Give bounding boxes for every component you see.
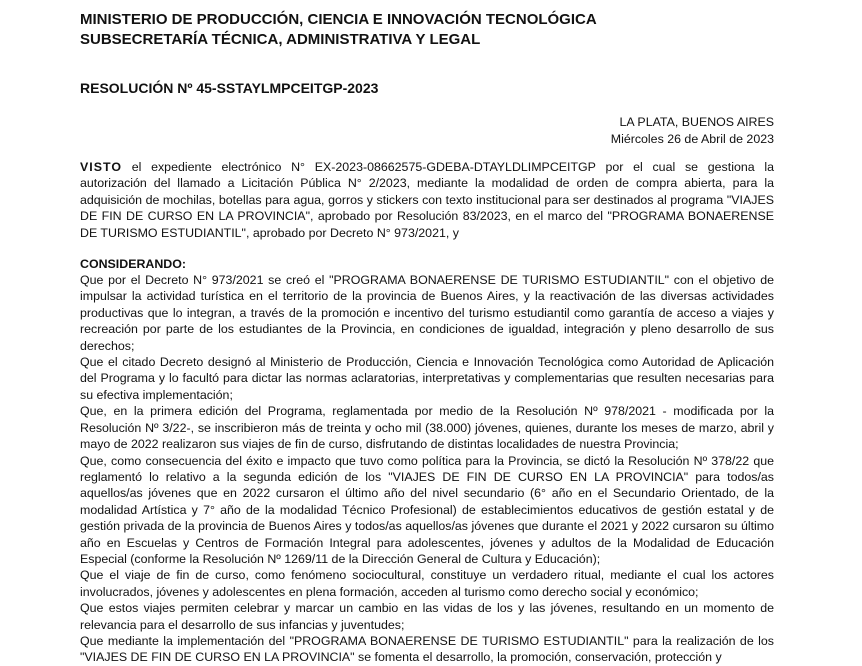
place-date-block [80,114,774,148]
considerando-paragraph: Que, como consecuencia del éxito e impacto que tuvo como política para la Provincia, se dictó la Resolución Nº 378/22 que reglamentó lo relativo a la segunda edición de los "VIAJES DE FIN DE CURSO EN LA PROVINCIA" para todos/as aquellos/as jóvenes que en 2022 cursaron el último año del nivel secundario (6° año en el Secundario Orientado, de la modalidad Artística y 7° año de la modalidad Técnico Profesional) de establecimientos educativos de gestión estatal y de gestión privada de la provincia de Buenos Aires y todos/as aquellos/as jóvenes que durante el 2021 y 2022 cursaron su último año en Escuelas y Centros de Formación Integral para adolescentes, jóvenes y adultos de la Modalidad de Educación Especial (conforme la Resolución Nº 1269/11 de la Dirección General de Cultura y Educación); [80,453,774,566]
visto-paragraph [80,159,774,241]
visto-text: el expediente electrónico N° EX-2023-08662575-GDEBA-DTAYLDLIMPCEITGP por el cual se gestiona la autorización del llamado a Licitación Pública N° 2/2023, mediante la modalidad de orden de compra abierta, para la adquisición de mochilas, botellas para agua, gorros y stickers con texto institucional para ser destinados al programa "VIAJES DE FIN DE CURSO EN LA PROVINCIA", aprobado por Resolución 83/2023, en el marco del "PROGRAMA BONAERENSE DE TURISMO ESTUDIANTIL", aprobado por Decreto N° 973/2021, y [80,160,774,240]
visto-label: VISTO [80,160,122,174]
considerando-title: CONSIDERANDO: [80,257,187,272]
considerando-paragraph: Que el citado Decreto designó al Ministerio de Producción, Ciencia e Innovación Tecnológica como Autoridad de Aplicación del Programa y lo facultó para dictar las normas aclaratorias, interpretativas y complementarias que resulten necesarias para su efectiva implementación; [80,355,774,402]
date: Miércoles 26 de Abril de 2023 [610,132,774,146]
document-page [80,10,774,666]
considerando-paragraph: Que estos viajes permiten celebrar y marcar un cambio en las vidas de los y las jóvenes, resultando en un momento de relevancia para el desarrollo de sus infancias y juventudes; [80,601,774,632]
considerando-paragraph: Que por el Decreto N° 973/2021 se creó el "PROGRAMA BONAERENSE DE TURISMO ESTUDIANTIL" con el objetivo de impulsar la actividad turística en el territorio de la provincia de Buenos Aires, y la reactivación de las diversas actividades productivas que lo integran, a través de la promoción e incentivo del turismo estudiantil como garantía de acceso a viajes y recreación por parte de los estudiantes de la Provincia, en condiciones de igualdad, integración y pleno desarrollo de sus derechos; [80,273,774,353]
considerando-paragraph: Que el viaje de fin de curso, como fenómeno sociocultural, constituye un verdadero ritual, mediante el cual los actores involucrados, jóvenes y adolescentes en plena formación, acceden al turismo como derecho social y económico; [80,568,774,599]
considerando-paragraph: Que, en la primera edición del Programa, reglamentada por medio de la Resolución Nº 978/2021 - modificada por la Resolución Nº 3/22-, se inscribieron más de treinta y ocho mil (38.000) jóvenes, quienes, durante los meses de marzo, abril y mayo de 2022 realizaron sus viajes de fin de curso, disfrutando de distintas localidades de nuestra Provincia; [80,404,774,452]
considerando-paragraph: Que mediante la implementación del "PROGRAMA BONAERENSE DE TURISMO ESTUDIANTIL" para la realización de los "VIAJES DE FIN DE CURSO EN LA PROVINCIA" se fomenta el desarrollo, la promoción, conservación, protección y [80,633,774,665]
ministry-heading: MINISTERIO DE PRODUCCIÓN, CIENCIA E INNOVACIÓN TECNOLÓGICA [80,11,597,28]
resolution-number: RESOLUCIÓN Nº 45-SSTAYLMPCEITGP-2023 [80,80,379,96]
city: LA PLATA, BUENOS AIRES [619,115,774,129]
subsecretary-heading: SUBSECRETARÍA TÉCNICA, ADMINISTRATIVA Y LEGAL [80,31,481,48]
considerando-body [80,272,774,666]
